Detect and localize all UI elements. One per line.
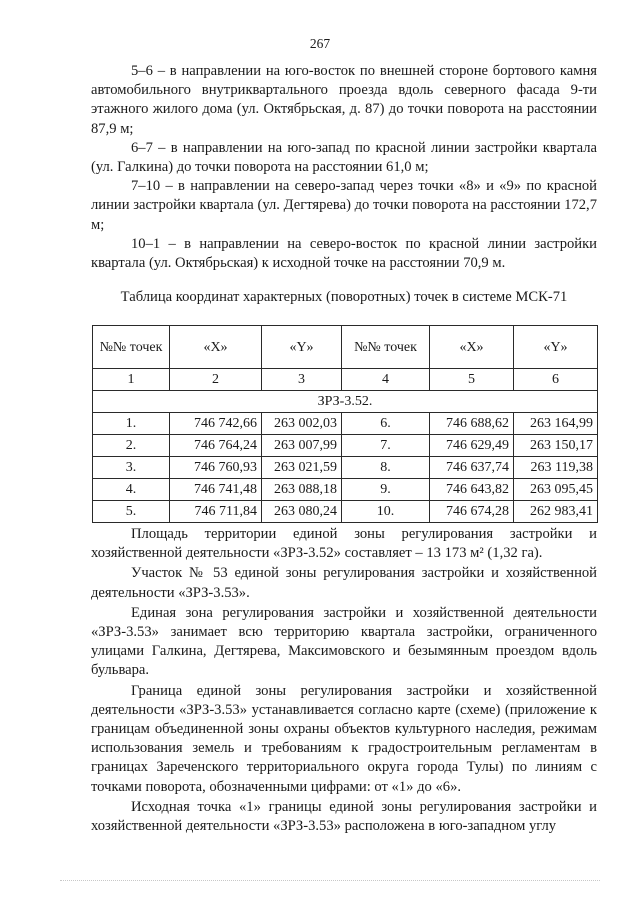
x-coordinate: 746 742,66 (170, 413, 262, 435)
y-coordinate: 262 983,41 (514, 501, 598, 523)
point-number: 8. (342, 457, 430, 479)
point-number: 6. (342, 413, 430, 435)
paragraph-start-point: Исходная точка «1» границы единой зоны регулирования застройки и хозяйственной деятельности «ЗРЗ-3.53» расположена в юго-западном углу (91, 798, 597, 835)
zone-row (93, 391, 598, 413)
table-row (93, 413, 598, 435)
y-coordinate: 263 007,99 (262, 435, 342, 457)
header-y-2: «Y» (514, 326, 598, 369)
x-coordinate: 746 688,62 (430, 413, 514, 435)
paragraph-plot-53: Участок № 53 единой зоны регулирования застройки и хозяйственной деятельности «ЗРЗ-3.53». (91, 565, 597, 601)
column-number: 3 (262, 369, 342, 391)
point-number: 4. (93, 479, 170, 501)
header-x: «X» (170, 326, 262, 369)
x-coordinate: 746 764,24 (170, 435, 262, 457)
scan-artifact-line (60, 880, 600, 882)
y-coordinate: 263 080,24 (262, 501, 342, 523)
paragraph-zone-boundary: Граница единой зоны регулирования застройки и хозяйственной деятельности «ЗРЗ-3.53» устанавливается согласно карте (схеме) (приложение к границам объединенной зоны охраны объектов культурного наследия, режимам использования земель и требованиям к градостроительным регламентам в границах Зареченского территориального округа города Тулы) по линиям с точками поворота, обозначенными цифрами: от «1» до «6». (91, 682, 597, 795)
table-caption: Таблица координат характерных (поворотных) точек в системе МСК-71 (120, 289, 568, 305)
y-coordinate: 263 021,59 (262, 457, 342, 479)
y-coordinate: 263 002,03 (262, 413, 342, 435)
header-point-number-2: №№ точек (342, 326, 430, 369)
y-coordinate: 263 150,17 (514, 435, 598, 457)
table-row (93, 457, 598, 479)
point-number: 7. (342, 435, 430, 457)
paragraph-segment-7-10: 7–10 – в направлении на северо-запад через точки «8» и «9» по красной линии застройки квартала (ул. Дегтярева) до точки поворота на расстоянии 172,7 м; (91, 178, 597, 233)
point-number: 9. (342, 479, 430, 501)
header-point-number: №№ точек (93, 326, 170, 369)
y-coordinate: 263 119,38 (514, 457, 598, 479)
table-header-row (93, 326, 598, 369)
x-coordinate: 746 643,82 (430, 479, 514, 501)
column-number: 6 (514, 369, 598, 391)
point-number: 5. (93, 501, 170, 523)
y-coordinate: 263 164,99 (514, 413, 598, 435)
table-row (93, 479, 598, 501)
zone-label: ЗРЗ-3.52. (93, 391, 598, 413)
x-coordinate: 746 637,74 (430, 457, 514, 479)
paragraph-segment-10-1: 10–1 – в направлении на северо-восток по красной линии застройки квартала (ул. Октябрьская) к исходной точке на расстоянии 70,9 м. (91, 235, 597, 272)
x-coordinate: 746 629,49 (430, 435, 514, 457)
column-number: 1 (93, 369, 170, 391)
x-coordinate: 746 741,48 (170, 479, 262, 501)
x-coordinate: 746 760,93 (170, 457, 262, 479)
header-x-2: «X» (430, 326, 514, 369)
coordinates-table (92, 325, 598, 523)
paragraph-segment-6-7: 6–7 – в направлении на юго-запад по красной линии застройки квартала (ул. Галкина) до точки поворота на расстоянии 61,0 м; (91, 139, 597, 176)
paragraph-zone-extent: Единая зона регулирования застройки и хозяйственной деятельности «ЗРЗ-3.53» занимает всю территорию квартала застройки, ограниченного улицами Галкина, Дегтярева, Максимовского и безымянным проездом вдоль бульвара. (91, 604, 597, 679)
column-number: 2 (170, 369, 262, 391)
point-number: 1. (93, 413, 170, 435)
zone-description (91, 525, 597, 837)
y-coordinate: 263 088,18 (262, 479, 342, 501)
column-number: 4 (342, 369, 430, 391)
table-row (93, 501, 598, 523)
x-coordinate: 746 674,28 (430, 501, 514, 523)
point-number: 10. (342, 501, 430, 523)
point-number: 2. (93, 435, 170, 457)
boundary-description (91, 62, 597, 273)
table-row (93, 435, 598, 457)
paragraph-area: Площадь территории единой зоны регулирования застройки и хозяйственной деятельности «ЗРЗ-3.52» составляет – 13 173 м² (1,32 га). (91, 526, 597, 562)
column-number-row (93, 369, 598, 391)
column-number: 5 (430, 369, 514, 391)
paragraph-segment-5-6: 5–6 – в направлении на юго-восток по внешней стороне бортового камня автомобильного внутриквартального проезда вдоль северного фасада 9-ти этажного жилого дома (ул. Октябрьская, д. 87) до точки поворота на расстоянии 87,9 м; (91, 63, 597, 137)
page-number: 267 (309, 36, 331, 51)
point-number: 3. (93, 457, 170, 479)
x-coordinate: 746 711,84 (170, 501, 262, 523)
header-y: «Y» (262, 326, 342, 369)
y-coordinate: 263 095,45 (514, 479, 598, 501)
